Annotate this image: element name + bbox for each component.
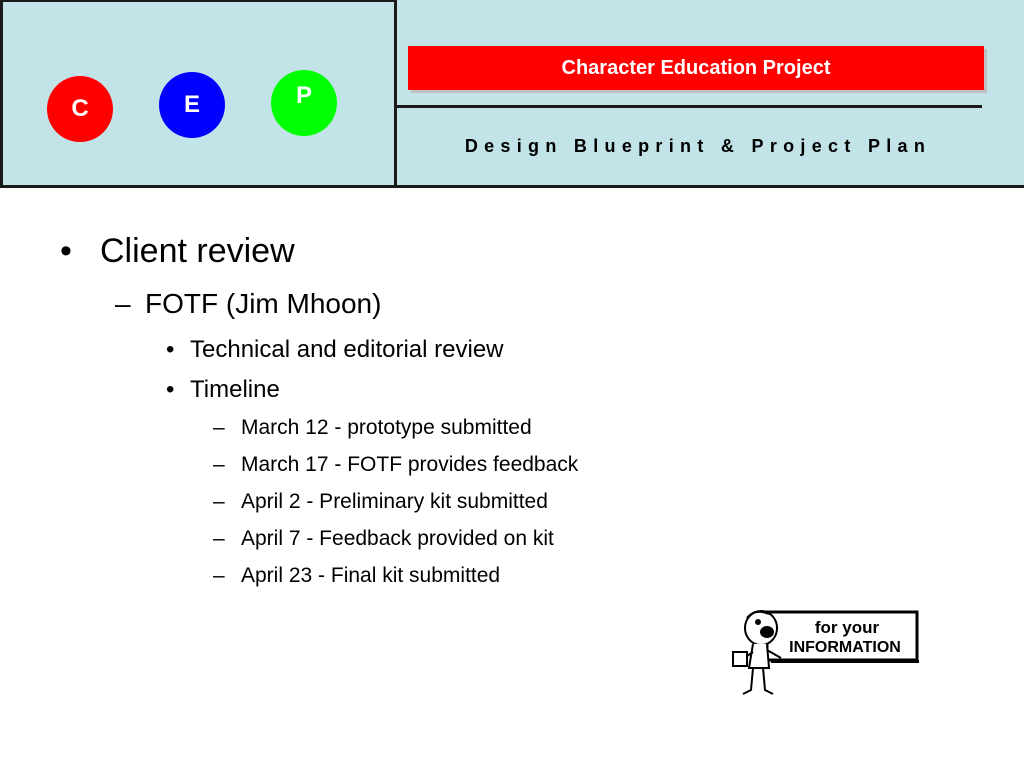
subtitle: Design Blueprint & Project Plan bbox=[464, 136, 932, 156]
dash-icon: – bbox=[213, 490, 225, 513]
dash-icon: – bbox=[213, 527, 225, 550]
sign-text-line1: for your bbox=[814, 618, 880, 637]
project-title: Character Education Project bbox=[408, 46, 984, 90]
timeline-item: April 2 - Preliminary kit submitted bbox=[241, 490, 548, 513]
bullet-icon: • bbox=[166, 336, 175, 363]
slide-header bbox=[0, 0, 1024, 188]
for-your-information-clipart bbox=[725, 606, 925, 700]
timeline-item: March 17 - FOTF provides feedback bbox=[241, 453, 579, 476]
dash-icon: – bbox=[213, 453, 225, 476]
bullet-client-review: Client review bbox=[100, 232, 295, 270]
bullet-technical-review: Technical and editorial review bbox=[190, 336, 504, 363]
dash-icon: – bbox=[213, 416, 225, 439]
bullet-timeline: Timeline bbox=[190, 376, 280, 403]
bullet-icon: • bbox=[166, 376, 175, 403]
title-divider bbox=[397, 105, 982, 108]
dash-icon: – bbox=[115, 288, 131, 319]
bullet-icon: • bbox=[60, 232, 72, 270]
logo-circle-p: P bbox=[271, 70, 337, 136]
timeline-item: April 7 - Feedback provided on kit bbox=[241, 527, 554, 550]
logo-panel bbox=[0, 0, 397, 188]
bullet-fotf: FOTF (Jim Mhoon) bbox=[145, 288, 382, 319]
logo-circle-e: E bbox=[159, 72, 225, 138]
timeline-item: March 12 - prototype submitted bbox=[241, 416, 532, 439]
dash-icon: – bbox=[213, 564, 225, 587]
timeline-item: April 23 - Final kit submitted bbox=[241, 564, 501, 587]
sign-text-line2: INFORMATION bbox=[789, 639, 901, 656]
logo-circle-c: C bbox=[47, 76, 113, 142]
